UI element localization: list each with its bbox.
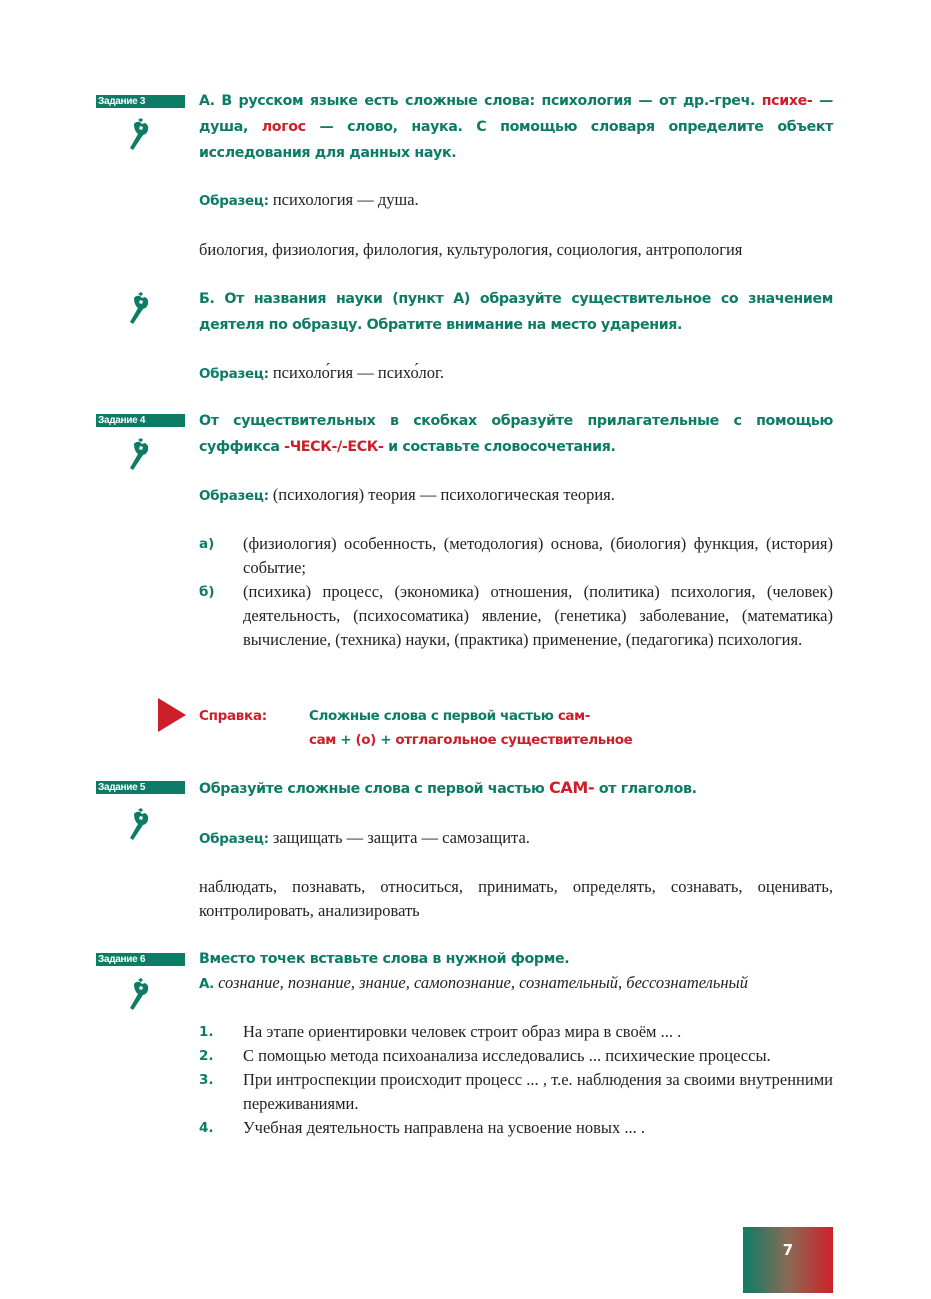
task-3-part-a-heading	[199, 88, 833, 166]
sample-label: Образец:	[199, 488, 269, 504]
key-icon	[128, 438, 154, 472]
heading-text: Образуйте сложные слова с первой частью	[199, 781, 549, 797]
task-4-list	[199, 532, 833, 652]
task-6-heading: Вместо точек вставьте слова в нужной форме.	[199, 951, 570, 967]
task-3-words: биология, физиология, филология, культурология, социология, антропология	[199, 240, 743, 259]
sample-label: Образец:	[199, 831, 269, 847]
list-item-text: (психика) процесс, (экономика) отношения, (политика) психология, (человек) деятельность, (психосоматика) явление, (генетика) заболевание, (математика) вычисление, (техника) науки, (практика) применение, (педагогика) психология.	[243, 582, 833, 649]
heading-text: — душа,	[199, 93, 833, 135]
reference-term: (о)	[355, 732, 376, 748]
heading-text: — слово, наука. С помощью словаря определите объект исследования для данных наук.	[199, 119, 834, 161]
list-item	[199, 1020, 833, 1044]
list-item	[199, 1068, 833, 1116]
list-item	[199, 532, 833, 580]
term-logos: логос	[261, 119, 306, 135]
list-item-text: На этапе ориентировки человек строит образ мира в своём ... .	[243, 1022, 682, 1041]
task-6-word-bank	[199, 971, 833, 996]
list-item	[199, 1116, 833, 1140]
sample-label: Образец:	[199, 193, 269, 209]
word-bank: сознание, познание, знание, самопознание, сознательный, бессознательный	[213, 973, 748, 992]
sample-text: психология — душа.	[268, 190, 419, 209]
task-5-heading	[199, 775, 833, 802]
list-item-text: (физиология) особенность, (методология) основа, (биология) функция, (история) событие;	[243, 534, 833, 577]
sample-text: (психология) теория — психологическая теория.	[268, 485, 615, 504]
heading-text: от глаголов.	[594, 781, 697, 797]
list-item-text: С помощью метода психоанализа исследовались ... психические процессы.	[243, 1046, 771, 1065]
key-icon	[128, 978, 154, 1012]
task-3-part-b-sample	[199, 361, 833, 386]
task-3-sample	[199, 188, 833, 213]
reference-label: Справка:	[199, 708, 267, 724]
plus-sign: +	[375, 732, 396, 748]
reference-term: отглагольное существительное	[395, 732, 633, 748]
play-arrow-icon	[158, 698, 188, 732]
task-6-list	[199, 1020, 833, 1140]
list-marker: б)	[199, 584, 215, 600]
reference-term: сам	[309, 732, 336, 748]
part-a-label: А.	[199, 976, 214, 992]
suffix-term: -ЧЕСК-/-ЕСК-	[284, 439, 384, 455]
list-marker: а)	[199, 536, 215, 552]
reference-text: Сложные слова с первой частью	[309, 708, 558, 724]
list-marker: 4.	[199, 1120, 214, 1136]
task-4-label: Задание 4	[96, 414, 185, 427]
task-5-sample	[199, 826, 833, 851]
reference-line-2	[309, 730, 632, 750]
reference-term: сам-	[557, 708, 590, 724]
task-3-part-b-heading: Б. От названия науки (пункт А) образуйте существительное со значением деятеля по образцу. Обратите внимание на место ударения.	[199, 291, 833, 333]
term-psyche: психе-	[761, 93, 813, 109]
list-item-text: Учебная деятельность направлена на усвоение новых ... .	[243, 1118, 645, 1137]
sample-text: психоло́гия — психо́лог.	[268, 363, 445, 382]
page-number: 7	[743, 1227, 833, 1293]
heading-text: А. В русском языке есть сложные слова: психология — от др.-греч.	[199, 93, 762, 109]
key-icon	[128, 292, 154, 326]
task-6-label: Задание 6	[96, 953, 185, 966]
list-item	[199, 1044, 833, 1068]
task-4-sample	[199, 483, 833, 508]
list-marker: 1.	[199, 1024, 214, 1040]
list-marker: 3.	[199, 1072, 214, 1088]
sam-term: САМ-	[549, 778, 595, 797]
key-icon	[128, 808, 154, 842]
task-4-heading	[199, 408, 833, 460]
sample-text: защищать — защита — самозащита.	[268, 828, 530, 847]
task-5-words: наблюдать, познавать, относиться, принимать, определять, сознавать, оценивать, контролировать, анализировать	[199, 877, 833, 920]
heading-text: и составьте словосочетания.	[383, 439, 616, 455]
task-3-label: Задание 3	[96, 95, 185, 108]
list-item	[199, 580, 833, 652]
heading-text: От существительных в скобках образуйте прилагательные с помощью суффикса	[199, 413, 833, 455]
sample-label: Образец:	[199, 366, 269, 382]
list-marker: 2.	[199, 1048, 214, 1064]
key-icon	[128, 118, 154, 152]
list-item-text: При интроспекции происходит процесс ... , т.е. наблюдения за своими внутренними переживаниями.	[243, 1070, 833, 1113]
task-5-label: Задание 5	[96, 781, 185, 794]
plus-sign: +	[335, 732, 356, 748]
reference-line-1	[309, 706, 590, 726]
